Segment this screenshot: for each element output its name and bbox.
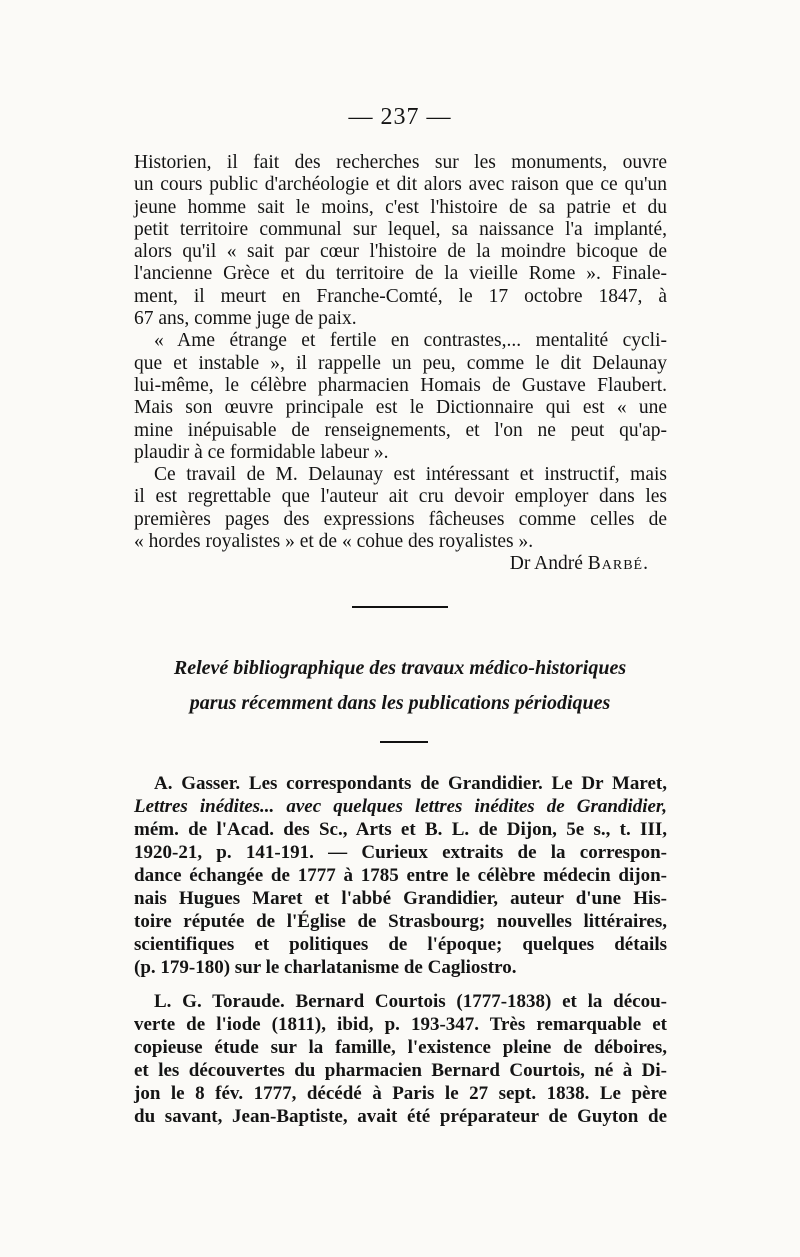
text-line: « hordes royalistes » et de « cohue des royalistes ».: [134, 531, 534, 553]
section-heading-line-2: parus récemment dans les publications périodiques: [189, 692, 611, 714]
entry-line: (p. 179-180) sur le charlatanisme de Cagliostro.: [134, 957, 517, 978]
text-line: alors qu'il « sait par cœur l'histoire de la moindre bicoque de: [134, 241, 667, 263]
entry-line: scientifiques et politiques de l'époque; quelques détails: [134, 934, 667, 955]
text-line: premières pages des expressions fâcheuses comme celles de: [134, 508, 667, 530]
text-line: ment, il meurt en Franche-Comté, le 17 octobre 1847, à: [134, 285, 667, 307]
entry-line: verte de l'iode (1811), ibid, p. 193-347. Très remarquable et: [134, 1014, 667, 1035]
signature: [134, 553, 667, 575]
bibliography-entry-gasser: [134, 772, 667, 979]
review-text: [134, 152, 667, 576]
bibliography-entry-toraude: [134, 990, 667, 1128]
text-line: que et instable », il rappelle un peu, comme le dit Delaunay: [134, 352, 667, 374]
text-line: plaudir à ce formidable labeur ».: [134, 441, 389, 463]
text-line: lui-même, le célèbre pharmacien Homais de Gustave Flaubert.: [134, 374, 667, 396]
text-line: Historien, il fait des recherches sur les monuments, ouvre: [134, 152, 667, 173]
entry-line: A. Gasser. Les correspondants de Grandidier. Le Dr Maret,: [154, 773, 667, 794]
entry-line: Lettres inédites... avec quelques lettres inédites de Grandidier,: [134, 796, 667, 817]
text-line: Ce travail de M. Delaunay est intéressant et instructif, mais: [154, 464, 667, 486]
text-line: Mais son œuvre principale est le Dictionnaire qui est « une: [134, 397, 667, 419]
entry-line: dance échangée de 1777 à 1785 entre le célèbre médecin dijon-: [134, 865, 667, 886]
entry-line: 1920-21, p. 141-191. — Curieux extraits de la correspon-: [134, 842, 667, 863]
entry-line: toire réputée de l'Église de Strasbourg; nouvelles littéraires,: [134, 911, 667, 932]
entry-spacer: [134, 979, 667, 990]
text-line: « Ame étrange et fertile en contrastes,... mentalité cycli-: [154, 330, 667, 352]
text-line: jeune homme sait le moins, c'est l'histoire de sa patrie et du: [134, 196, 667, 218]
entry-line: L. G. Toraude. Bernard Courtois (1777-1838) et la décou-: [154, 991, 667, 1012]
text-line: l'ancienne Grèce et du territoire de la vieille Rome ». Finale-: [134, 263, 667, 285]
text-line: il est regrettable que l'auteur ait cru devoir employer dans les: [134, 486, 667, 508]
entry-line: jon le 8 fév. 1777, décédé à Paris le 27 sept. 1838. Le père: [134, 1083, 667, 1104]
entry-line: du savant, Jean-Baptiste, avait été préparateur de Guyton de: [134, 1106, 667, 1127]
section-divider: [352, 606, 448, 608]
entry-line: nais Hugues Maret et l'abbé Grandidier, auteur d'une His-: [134, 888, 667, 909]
bibliography-list: [134, 772, 667, 1128]
signature-prefix: Dr André: [509, 553, 588, 575]
text-line: 67 ans, comme juge de paix.: [134, 308, 357, 330]
entry-line: mém. de l'Acad. des Sc., Arts et B. L. de Dijon, 5e s., t. III,: [134, 819, 667, 840]
signature-name: Barbé.: [587, 553, 649, 575]
page-number: — 237 —: [348, 104, 452, 130]
entry-line: et les découvertes du pharmacien Bernard Courtois, né à Di-: [134, 1060, 667, 1081]
entry-line: copieuse étude sur la famille, l'existence pleine de déboires,: [134, 1037, 667, 1058]
section-heading-line-1: Relevé bibliographique des travaux médico-historiques: [173, 657, 627, 679]
text-line: mine inépuisable de renseignements, et l'on ne peut qu'ap-: [134, 419, 667, 441]
text-line: petit territoire communal sur lequel, sa naissance l'a implanté,: [134, 218, 667, 240]
text-line: un cours public d'archéologie et dit alors avec raison que ce qu'un: [134, 174, 667, 196]
heading-divider: [380, 741, 428, 743]
